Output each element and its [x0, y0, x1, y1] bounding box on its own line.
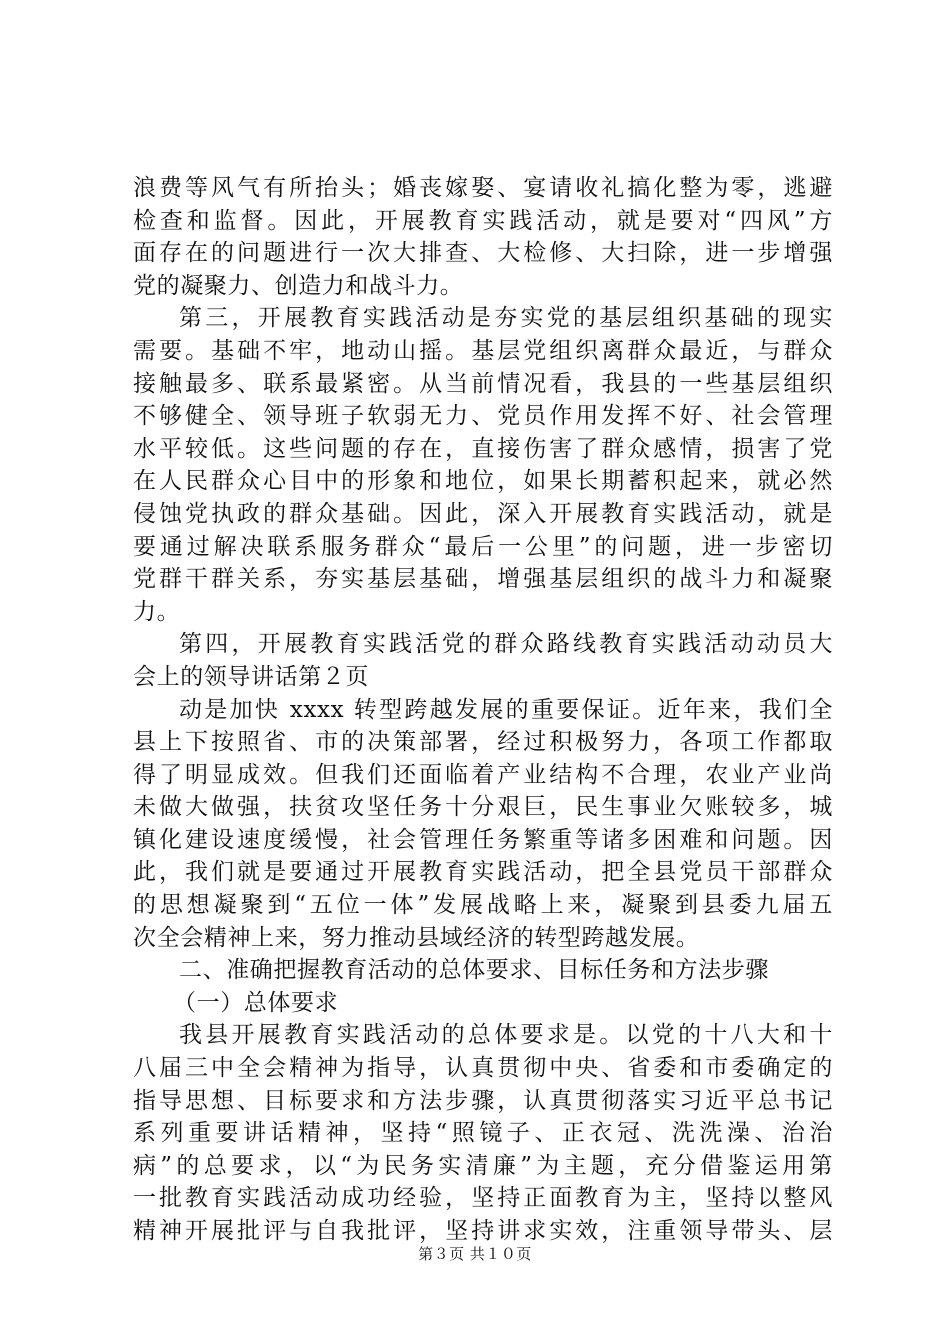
- text-line: 精神开展批评与自我批评，坚持讲求实效，注重领导带头、层: [133, 1218, 833, 1244]
- text-line: 力。: [133, 598, 181, 625]
- text-line: 指导思想、目标要求和方法步骤，认真贯彻落实习近平总书记: [133, 1087, 833, 1114]
- text-line: 党群干群关系，夯实基层基础，增强基层组织的战斗力和凝聚: [133, 566, 833, 593]
- paragraph-start-line: 我县开展教育实践活动的总体要求是。以党的十八大和十: [179, 1022, 833, 1049]
- text-line: 浪费等风气有所抬头；婚丧嫁娶、宴请收礼搞化整为零，逃避: [133, 175, 833, 201]
- text-line: 系列重要讲话精神，坚持“照镜子、正衣冠、洗洗澡、治治: [133, 1120, 833, 1147]
- text-line: 面存在的问题进行一次大排查、大检修、大扫除，进一步增强: [133, 240, 833, 267]
- text-line: 镇化建设速度缓慢，社会管理任务繁重等诸多困难和问题。因: [133, 826, 833, 853]
- text-line: 要通过解决联系服务群众“最后一公里”的问题，进一步密切: [133, 533, 833, 560]
- paragraph-start-line: 第四，开展教育实践活党的群众路线教育实践活动动员大: [179, 631, 833, 658]
- text-line: 八届三中全会精神为指导，认真贯彻中央、省委和市委确定的: [133, 1055, 833, 1082]
- text-line: 需要。基础不牢，地动山摇。基层党组织离群众最近，与群众: [133, 337, 833, 364]
- text-line: 一批教育实践活动成功经验，坚持正面教育为主，坚持以整风: [133, 1185, 833, 1212]
- section-heading: 二、准确把握教育活动的总体要求、目标任务和方法步骤: [179, 957, 769, 984]
- document-body: [133, 172, 833, 1248]
- text-line: 病”的总要求，以“为民务实清廉”为主题，充分借鉴运用第: [133, 1152, 833, 1179]
- text-line: 在人民群众心目中的形象和地位，如果长期蓄积起来，就必然: [133, 468, 833, 495]
- text-line: 的思想凝聚到“五位一体”发展战略上来，凝聚到县委九届五: [133, 892, 833, 919]
- text-line: 侵蚀党执政的群众基础。因此，深入开展教育实践活动，就是: [133, 500, 833, 527]
- text-line: 水平较低。这些问题的存在，直接伤害了群众感情，损害了党: [133, 435, 833, 462]
- text-line: 会上的领导讲话第２页: [133, 663, 369, 690]
- text-line: 县上下按照省、市的决策部署，经过积极努力，各项工作都取: [133, 729, 833, 756]
- text-line: 接触最多、联系最紧密。从当前情况看，我县的一些基层组织: [133, 370, 833, 397]
- text-line: 此，我们就是要通过开展教育实践活动，把全县党员干部群众: [133, 859, 833, 886]
- text-line: 次全会精神上来，努力推动县域经济的转型跨越发展。: [133, 924, 700, 951]
- text-line: 得了明显成效。但我们还面临着产业结构不合理，农业产业尚: [133, 761, 833, 788]
- text-line: 党的凝聚力、创造力和战斗力。: [133, 272, 464, 299]
- text-line: 未做大做强，扶贫攻坚任务十分艰巨，民生事业欠账较多，城: [133, 794, 833, 821]
- text-line: 不够健全、领导班子软弱无力、党员作用发挥不好、社会管理: [133, 403, 833, 430]
- page-number-footer: 第３页 共１０页: [418, 1245, 532, 1263]
- subsection-heading: （一）总体要求: [173, 989, 339, 1016]
- text-line: 检查和监督。因此，开展教育实践活动，就是要对“四风”方: [133, 207, 833, 234]
- paragraph-start-line: 动是加快 xxxx 转型跨越发展的重要保证。近年来，我们全: [179, 696, 833, 723]
- paragraph-start-line: 第三，开展教育实践活动是夯实党的基层组织基础的现实: [179, 305, 833, 332]
